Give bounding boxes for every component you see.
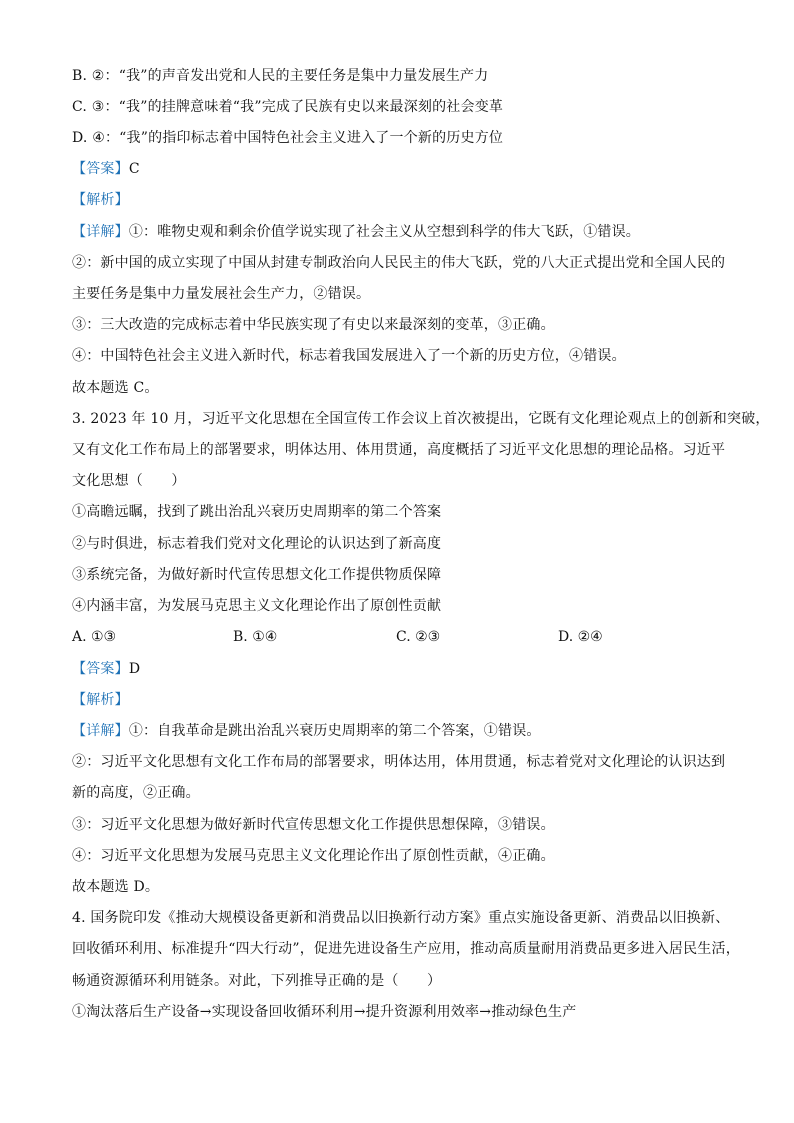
q3-option-a: A. ①③ — [72, 629, 117, 645]
q3-stem-2: 又有文化工作布局上的部署要求，明体达用、体用贯通，高度概括了习近平文化思想的理论品格。习近平 — [72, 442, 726, 458]
q2-detail-2b: 主要任务是集中力量发展社会生产力，②错误。 — [72, 286, 371, 302]
q2-detail-1-line — [72, 222, 640, 242]
q3-option-c: C. ②③ — [396, 629, 441, 645]
q4-stem-2: 回收循环利用、标准提升“四大行动”，促进先进设备生产应用，推动高质量耐用消费品更多进入居民生活， — [72, 941, 740, 957]
detail-tag: 【详解】 — [72, 723, 129, 739]
q2-conclusion: 故本题选 C。 — [72, 380, 159, 396]
answer-tag: 【答案】 — [72, 161, 129, 177]
detail-tag: 【详解】 — [72, 224, 129, 240]
q3-item-4: ④内涵丰富，为发展马克思主义文化理论作出了原创性贡献 — [72, 598, 442, 614]
q3-item-1: ①高瞻远瞩，找到了跳出治乱兴衰历史周期率的第二个答案 — [72, 504, 442, 520]
q2-option-d: D. ④：“我”的指印标志着中国特色社会主义进入了一个新的历史方位 — [72, 130, 504, 146]
q3-item-2: ②与时俱进，标志着我们党对文化理论的认识达到了新高度 — [72, 536, 442, 552]
q3-detail-1-line — [72, 721, 541, 741]
q2-detail-3: ③：三大改造的完成标志着中华民族实现了有史以来最深刻的变革，③正确。 — [72, 317, 555, 333]
analysis-tag: 【解析】 — [72, 192, 129, 208]
q3-option-d: D. ②④ — [558, 629, 603, 645]
q3-stem-1: 3. 2023 年 10 月，习近平文化思想在全国宣传工作会议上首次被提出，它既有文化理论观点上的创新和突破， — [72, 411, 770, 427]
q3-answer: D — [128, 661, 141, 677]
analysis-tag: 【解析】 — [72, 692, 129, 708]
q2-answer: C — [128, 161, 140, 177]
q4-stem-3: 畅通资源循环利用链条。对此，下列推导正确的是（ ） — [72, 973, 442, 989]
q3-analysis-tag-line — [72, 690, 129, 710]
q3-detail-3: ③：习近平文化思想为做好新时代宣传思想文化工作提供思想保障，③错误。 — [72, 817, 555, 833]
q4-item-1: ①淘汰落后生产设备→实现设备回收循环利用→提升资源利用效率→推动绿色生产 — [72, 1004, 577, 1020]
q2-option-b: B. ②：“我”的声音发出党和人民的主要任务是集中力量发展生产力 — [72, 68, 489, 84]
q2-analysis-tag-line — [72, 190, 129, 210]
q2-detail-1: ①：唯物史观和剩余价值学说实现了社会主义从空想到科学的伟大飞跃，①错误。 — [128, 224, 641, 240]
q2-answer-line — [72, 159, 140, 179]
q4-stem-1: 4. 国务院印发《推动大规模设备更新和消费品以旧换新行动方案》重点实施设备更新、消费品以旧换新、 — [72, 910, 730, 926]
q3-stem-3: 文化思想（ ） — [72, 473, 186, 489]
q3-conclusion: 故本题选 D。 — [72, 879, 160, 895]
q2-option-c: C. ③：“我”的挂牌意味着“我”完成了民族有史以来最深刻的社会变革 — [72, 99, 504, 115]
answer-tag: 【答案】 — [72, 661, 129, 677]
q3-detail-2a: ②：习近平文化思想有文化工作布局的部署要求，明体达用，体用贯通，标志着党对文化理论的认识达到 — [72, 754, 726, 770]
q2-detail-4: ④：中国特色社会主义进入新时代，标志着我国发展进入了一个新的历史方位，④错误。 — [72, 348, 626, 364]
q3-option-b: B. ①④ — [233, 629, 278, 645]
q2-detail-2a: ②：新中国的成立实现了中国从封建专制政治向人民民主的伟大飞跃，党的八大正式提出党和全国人民的 — [72, 255, 726, 271]
q3-answer-line — [72, 659, 140, 679]
q3-item-3: ③系统完备，为做好新时代宣传思想文化工作提供物质保障 — [72, 567, 442, 583]
q3-detail-1: ①：自我革命是跳出治乱兴衰历史周期率的第二个答案，①错误。 — [128, 723, 541, 739]
q3-detail-2b: 新的高度，②正确。 — [72, 785, 200, 801]
q3-detail-4: ④：习近平文化思想为发展马克思主义文化理论作出了原创性贡献，④正确。 — [72, 848, 555, 864]
